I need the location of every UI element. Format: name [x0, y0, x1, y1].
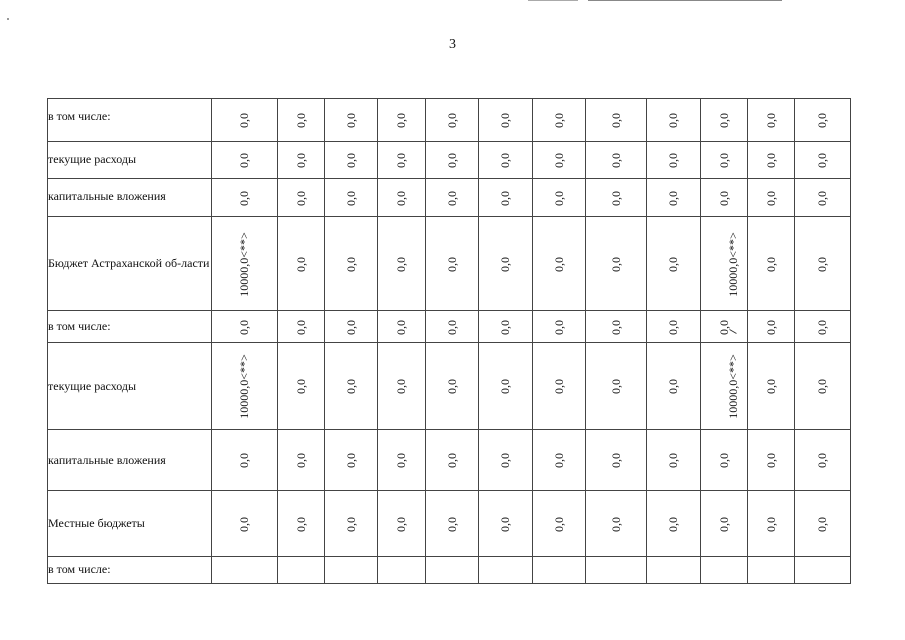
- cell-value: 0,0: [293, 256, 308, 272]
- value-cell: [426, 99, 479, 142]
- row-label: текущие расходы: [48, 343, 212, 430]
- cell-value: 0,0: [666, 190, 680, 206]
- value-cell: [795, 217, 851, 311]
- value-cell: [647, 217, 701, 311]
- value-cell: [586, 217, 647, 311]
- cell-value: 0,0: [608, 516, 623, 532]
- cell-value: 0,0: [716, 113, 731, 128]
- cell-value: 10000,0<**>: [236, 231, 251, 297]
- cell-value: 0,0: [293, 453, 308, 468]
- cell-value: 0,0: [237, 453, 251, 468]
- cell-value: 0,0: [498, 190, 512, 206]
- scan-speck: [7, 18, 9, 20]
- cell-value: 0,0: [394, 190, 408, 206]
- cell-value: 0,0: [763, 153, 778, 168]
- value-cell: [378, 179, 426, 217]
- value-cell: [795, 142, 851, 179]
- value-cell: [795, 179, 851, 217]
- value-cell: [278, 491, 325, 557]
- cell-value: 0,0: [293, 190, 308, 206]
- cell-value: 0,0: [444, 516, 459, 532]
- cell-value: 0,0: [444, 153, 459, 168]
- cell-value: 0,0: [394, 113, 408, 128]
- cell-value: 0,0: [551, 379, 566, 394]
- value-cell: [533, 99, 586, 142]
- table-row: [48, 557, 851, 584]
- cell-value: 0,0: [716, 153, 731, 168]
- cell-value: 0,0: [716, 319, 731, 335]
- cell-value: 0,0: [343, 319, 358, 335]
- value-cell: [701, 217, 748, 311]
- value-cell: [748, 217, 795, 311]
- row-label: Местные бюджеты: [48, 491, 212, 557]
- value-cell: [426, 311, 479, 343]
- cell-value: 0,0: [666, 516, 680, 532]
- cell-value: 0,0: [608, 319, 623, 335]
- value-cell: [647, 99, 701, 142]
- table-row: [48, 311, 851, 343]
- cell-value: 0,0: [444, 113, 459, 128]
- value-cell: [586, 179, 647, 217]
- cell-value: 0,0: [551, 319, 566, 335]
- value-cell: [748, 179, 795, 217]
- value-cell: [533, 343, 586, 430]
- value-cell: [212, 557, 278, 584]
- value-cell: [479, 557, 533, 584]
- row-label: в том числе:: [48, 557, 212, 584]
- value-cell: [647, 491, 701, 557]
- value-cell: [533, 142, 586, 179]
- value-cell: [748, 311, 795, 343]
- value-cell: [586, 142, 647, 179]
- cell-value: 0,0: [343, 153, 358, 168]
- cell-value: 0,0: [666, 379, 680, 394]
- value-cell: [533, 557, 586, 584]
- cell-value: 0,0: [608, 190, 623, 206]
- value-cell: [325, 179, 378, 217]
- value-cell: [378, 311, 426, 343]
- value-cell: [479, 99, 533, 142]
- value-cell: [278, 142, 325, 179]
- cell-value: 0,0: [394, 256, 408, 272]
- value-cell: [647, 430, 701, 491]
- value-cell: [701, 491, 748, 557]
- row-label: текущие расходы: [48, 142, 212, 179]
- value-cell: [701, 311, 748, 343]
- value-cell: [647, 142, 701, 179]
- cell-value: 0,0: [394, 319, 408, 335]
- cell-value: 0,0: [293, 516, 308, 532]
- table-row: [48, 217, 851, 311]
- value-cell: [325, 311, 378, 343]
- cell-value: 0,0: [237, 516, 251, 532]
- cell-value: 0,0: [551, 516, 566, 532]
- cell-value: 0,0: [551, 190, 566, 206]
- cell-value: 0,0: [498, 319, 512, 335]
- value-cell: [795, 557, 851, 584]
- cell-value: 0,0: [551, 153, 566, 168]
- cell-value: 0,0: [498, 453, 512, 468]
- value-cell: [479, 311, 533, 343]
- table-row: [48, 343, 851, 430]
- cell-value: 0,0: [763, 319, 778, 335]
- row-label: в том числе:: [48, 311, 212, 343]
- cell-value: 0,0: [608, 113, 623, 128]
- value-cell: [647, 179, 701, 217]
- value-cell: [701, 99, 748, 142]
- cell-value: 0,0: [343, 190, 358, 206]
- value-cell: [533, 179, 586, 217]
- cell-value: 0,0: [343, 516, 358, 532]
- cell-value: 0,0: [498, 113, 512, 128]
- cell-value: 0,0: [666, 319, 680, 335]
- table-row: [48, 179, 851, 217]
- value-cell: [325, 99, 378, 142]
- value-cell: [795, 99, 851, 142]
- value-cell: [586, 557, 647, 584]
- table-row: [48, 430, 851, 491]
- cell-value: 0,0: [444, 190, 459, 206]
- cell-value: 0,0: [394, 516, 408, 532]
- value-cell: [479, 142, 533, 179]
- cell-value: 0,0: [551, 113, 566, 128]
- cell-value: 0,0: [293, 319, 308, 335]
- page-number: 3: [449, 37, 456, 52]
- cell-value: 0,0: [815, 516, 829, 532]
- value-cell: [479, 217, 533, 311]
- table-row: [48, 491, 851, 557]
- cell-value: 0,0: [237, 319, 251, 335]
- value-cell: [378, 217, 426, 311]
- cell-value: 10000,0<**>: [725, 354, 740, 419]
- cell-value: 0,0: [498, 256, 512, 272]
- value-cell: [378, 557, 426, 584]
- cell-value: 0,0: [444, 319, 459, 335]
- value-cell: [479, 491, 533, 557]
- cell-value: 0,0: [716, 453, 731, 468]
- value-cell: [212, 99, 278, 142]
- cell-value: 0,0: [763, 453, 778, 468]
- cell-value: 0,0: [237, 190, 251, 206]
- cell-value: 0,0: [343, 256, 358, 272]
- cell-value: 0,0: [716, 190, 731, 206]
- value-cell: [325, 491, 378, 557]
- cell-value: 0,0: [498, 379, 512, 394]
- value-cell: [533, 491, 586, 557]
- value-cell: [325, 430, 378, 491]
- value-cell: [426, 430, 479, 491]
- value-cell: [748, 557, 795, 584]
- value-cell: [748, 430, 795, 491]
- value-cell: [212, 142, 278, 179]
- value-cell: [378, 99, 426, 142]
- cell-value: 0,0: [444, 453, 459, 468]
- value-cell: [533, 311, 586, 343]
- cell-value: 0,0: [343, 113, 358, 128]
- value-cell: [479, 430, 533, 491]
- value-cell: [586, 99, 647, 142]
- value-cell: [378, 343, 426, 430]
- value-cell: [748, 99, 795, 142]
- value-cell: [325, 217, 378, 311]
- value-cell: [378, 142, 426, 179]
- value-cell: [701, 343, 748, 430]
- cell-value: 0,0: [815, 379, 829, 394]
- value-cell: [278, 430, 325, 491]
- value-cell: [586, 343, 647, 430]
- value-cell: [647, 311, 701, 343]
- header-rule-short: [528, 0, 578, 1]
- cell-value: 0,0: [444, 379, 459, 394]
- value-cell: [278, 311, 325, 343]
- value-cell: [212, 343, 278, 430]
- cell-value: 0,0: [394, 453, 408, 468]
- value-cell: [426, 179, 479, 217]
- value-cell: [586, 311, 647, 343]
- row-label: Бюджет Астраханской об-ласти: [48, 217, 212, 311]
- value-cell: [278, 557, 325, 584]
- cell-value: 0,0: [551, 256, 566, 272]
- value-cell: [795, 491, 851, 557]
- cell-value: 0,0: [293, 113, 308, 128]
- cell-value: 0,0: [763, 190, 778, 206]
- value-cell: [586, 491, 647, 557]
- cell-value: 0,0: [551, 453, 566, 468]
- value-cell: [212, 311, 278, 343]
- cell-value: 0,0: [815, 319, 829, 335]
- value-cell: [479, 343, 533, 430]
- value-cell: [701, 557, 748, 584]
- cell-value: 0,0: [763, 516, 778, 532]
- cell-value: 0,0: [815, 453, 829, 468]
- cell-value: 0,0: [394, 379, 408, 394]
- value-cell: [795, 343, 851, 430]
- value-cell: [325, 557, 378, 584]
- cell-value: 0,0: [343, 453, 358, 468]
- cell-value: 0,0: [763, 379, 778, 394]
- value-cell: [426, 557, 479, 584]
- value-cell: [212, 179, 278, 217]
- cell-value: 0,0: [815, 153, 829, 168]
- table-row: [48, 99, 851, 142]
- cell-value: 0,0: [444, 256, 459, 272]
- cell-value: 0,0: [608, 153, 623, 168]
- value-cell: [378, 491, 426, 557]
- cell-value: 0,0: [343, 379, 358, 394]
- cell-value: 0,0: [763, 256, 778, 272]
- cell-value: 0,0: [293, 153, 308, 168]
- cell-value: 0,0: [608, 453, 623, 468]
- value-cell: [701, 430, 748, 491]
- value-cell: [212, 491, 278, 557]
- cell-value: 0,0: [716, 516, 731, 532]
- cell-value: 0,0: [293, 379, 308, 394]
- value-cell: [426, 142, 479, 179]
- header-rule: [588, 0, 782, 1]
- value-cell: [278, 343, 325, 430]
- cell-value: 0,0: [498, 516, 512, 532]
- value-cell: [795, 311, 851, 343]
- value-cell: [533, 217, 586, 311]
- value-cell: [426, 217, 479, 311]
- value-cell: [647, 557, 701, 584]
- value-cell: [278, 99, 325, 142]
- value-cell: [701, 142, 748, 179]
- cell-value: 0,0: [666, 256, 680, 272]
- cell-value: 0,0: [815, 113, 829, 128]
- cell-value: 0,0: [666, 453, 680, 468]
- value-cell: [748, 343, 795, 430]
- value-cell: [479, 179, 533, 217]
- cell-value: 10000,0<**>: [236, 354, 251, 419]
- value-cell: [278, 217, 325, 311]
- cell-value: 0,0: [608, 256, 623, 272]
- cell-value: 10000,0<**>: [725, 231, 740, 297]
- value-cell: [426, 343, 479, 430]
- value-cell: [212, 430, 278, 491]
- table-row: [48, 142, 851, 179]
- value-cell: [701, 179, 748, 217]
- value-cell: [748, 142, 795, 179]
- budget-table: [47, 98, 851, 584]
- value-cell: [426, 491, 479, 557]
- value-cell: [325, 142, 378, 179]
- cell-value: 0,0: [666, 153, 680, 168]
- value-cell: [212, 217, 278, 311]
- value-cell: [278, 179, 325, 217]
- value-cell: [748, 491, 795, 557]
- cell-value: 0,0: [237, 113, 251, 128]
- cell-value: 0,0: [763, 113, 778, 128]
- value-cell: [586, 430, 647, 491]
- row-label: капитальные вложения: [48, 179, 212, 217]
- value-cell: [647, 343, 701, 430]
- value-cell: [378, 430, 426, 491]
- row-label: в том числе:: [48, 99, 212, 142]
- value-cell: [325, 343, 378, 430]
- cell-value: 0,0: [394, 153, 408, 168]
- row-label: капитальные вложения: [48, 430, 212, 491]
- cell-value: 0,0: [815, 256, 829, 272]
- cell-value: 0,0: [608, 379, 623, 394]
- cell-value: 0,0: [237, 153, 251, 168]
- cell-value: 0,0: [815, 190, 829, 206]
- cell-value: 0,0: [666, 113, 680, 128]
- value-cell: [795, 430, 851, 491]
- value-cell: [533, 430, 586, 491]
- cell-value: 0,0: [498, 153, 512, 168]
